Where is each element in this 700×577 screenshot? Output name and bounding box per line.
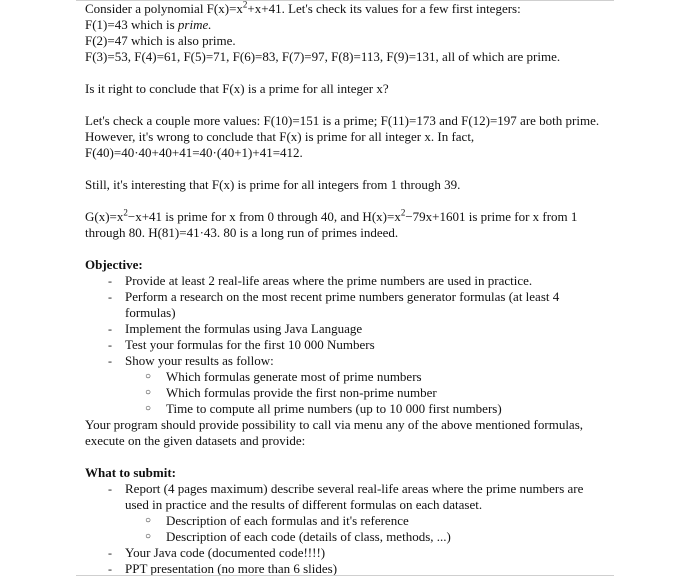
list-item [125,353,605,417]
list-item [125,481,605,545]
page-bottom-border [76,575,614,576]
document-body [85,1,605,577]
intro-line [85,1,605,17]
sub-list-item: ○ Time to compute all prime numbers (up to 10 000 first numbers) [166,401,605,417]
list-item: - Your Java code (documented code!!!!) [125,545,605,561]
gh-exponent-2: 2 [400,207,406,218]
f3to9-line: F(3)=53, F(4)=61, F(5)=71, F(6)=83, F(7)=97, F(8)=113, F(9)=131, all of which are prime. [85,49,561,64]
gh-text-1: G(x)=x [85,209,124,224]
report-text: Report (4 pages maximum) describe several real-life areas where the prime numbers are used in practice and the results of different formulas on each dataset. [125,481,584,512]
gh-text-2: −x+41 is prime for x from 0 through 40, and H(x)=x [127,209,401,224]
sub-list-item: ○ Description of each formulas and it's reference [166,513,605,529]
list-item: - Test your formulas for the first 10 000 Numbers [125,337,605,353]
intro-text: Consider a polynomial F(x)=x [85,1,243,16]
question-paragraph: Is it right to conclude that F(x) is a prime for all integer x? [85,81,389,96]
list-item: - Perform a research on the most recent prime numbers generator formulas (at least 4 formulas) [125,289,605,321]
exponent: 2 [242,0,248,10]
results-sublist [125,369,605,417]
f1-emphasis: prime. [177,17,212,32]
sub-list-item: ○ Description of each code (details of class, methods, ...) [166,529,605,545]
intro-text-end: +x+41. Let's check its values for a few first integers: [247,1,521,16]
check-paragraph: Let's check a couple more values: F(10)=151 is a prime; F(11)=173 and F(12)=197 are both prime. However, it's wrong to conclude that F(x) is prime for all integer x. In fact, F(40)=40·40+40+41=40·(40+1)+41=412. [85,113,600,160]
sub-list-item: ○ Which formulas generate most of prime numbers [166,369,605,385]
objective-list [85,273,605,417]
f1-text: F(1)=43 which is [85,17,178,32]
gh-exponent-1: 2 [123,207,128,218]
show-results-text: Show your results as follow: [125,353,274,368]
list-item: - Implement the formulas using Java Language [125,321,605,337]
gh-paragraph [85,209,605,241]
submit-heading: What to submit: [85,465,177,480]
report-sublist [125,513,605,545]
program-paragraph: Your program should provide possibility to call via menu any of the above mentioned formulas, execute on the given datasets and provide: [85,417,584,448]
still-paragraph: Still, it's interesting that F(x) is prime for all integers from 1 through 39. [85,177,461,192]
f2-line: F(2)=47 which is also prime. [85,33,236,48]
submit-list [85,481,605,577]
list-item: - Provide at least 2 real-life areas where the prime numbers are used in practice. [125,273,605,289]
sub-list-item: ○ Which formulas provide the first non-prime number [166,385,605,401]
objective-heading: Objective: [85,257,143,272]
f1-line [85,17,605,33]
gh-text-3: −79x+1601 is prime for x from 1 through 80. H(81)=41·43. 80 is a long run of primes indeed. [85,209,578,240]
list-item: - PPT presentation (no more than 6 slides) [125,561,605,577]
